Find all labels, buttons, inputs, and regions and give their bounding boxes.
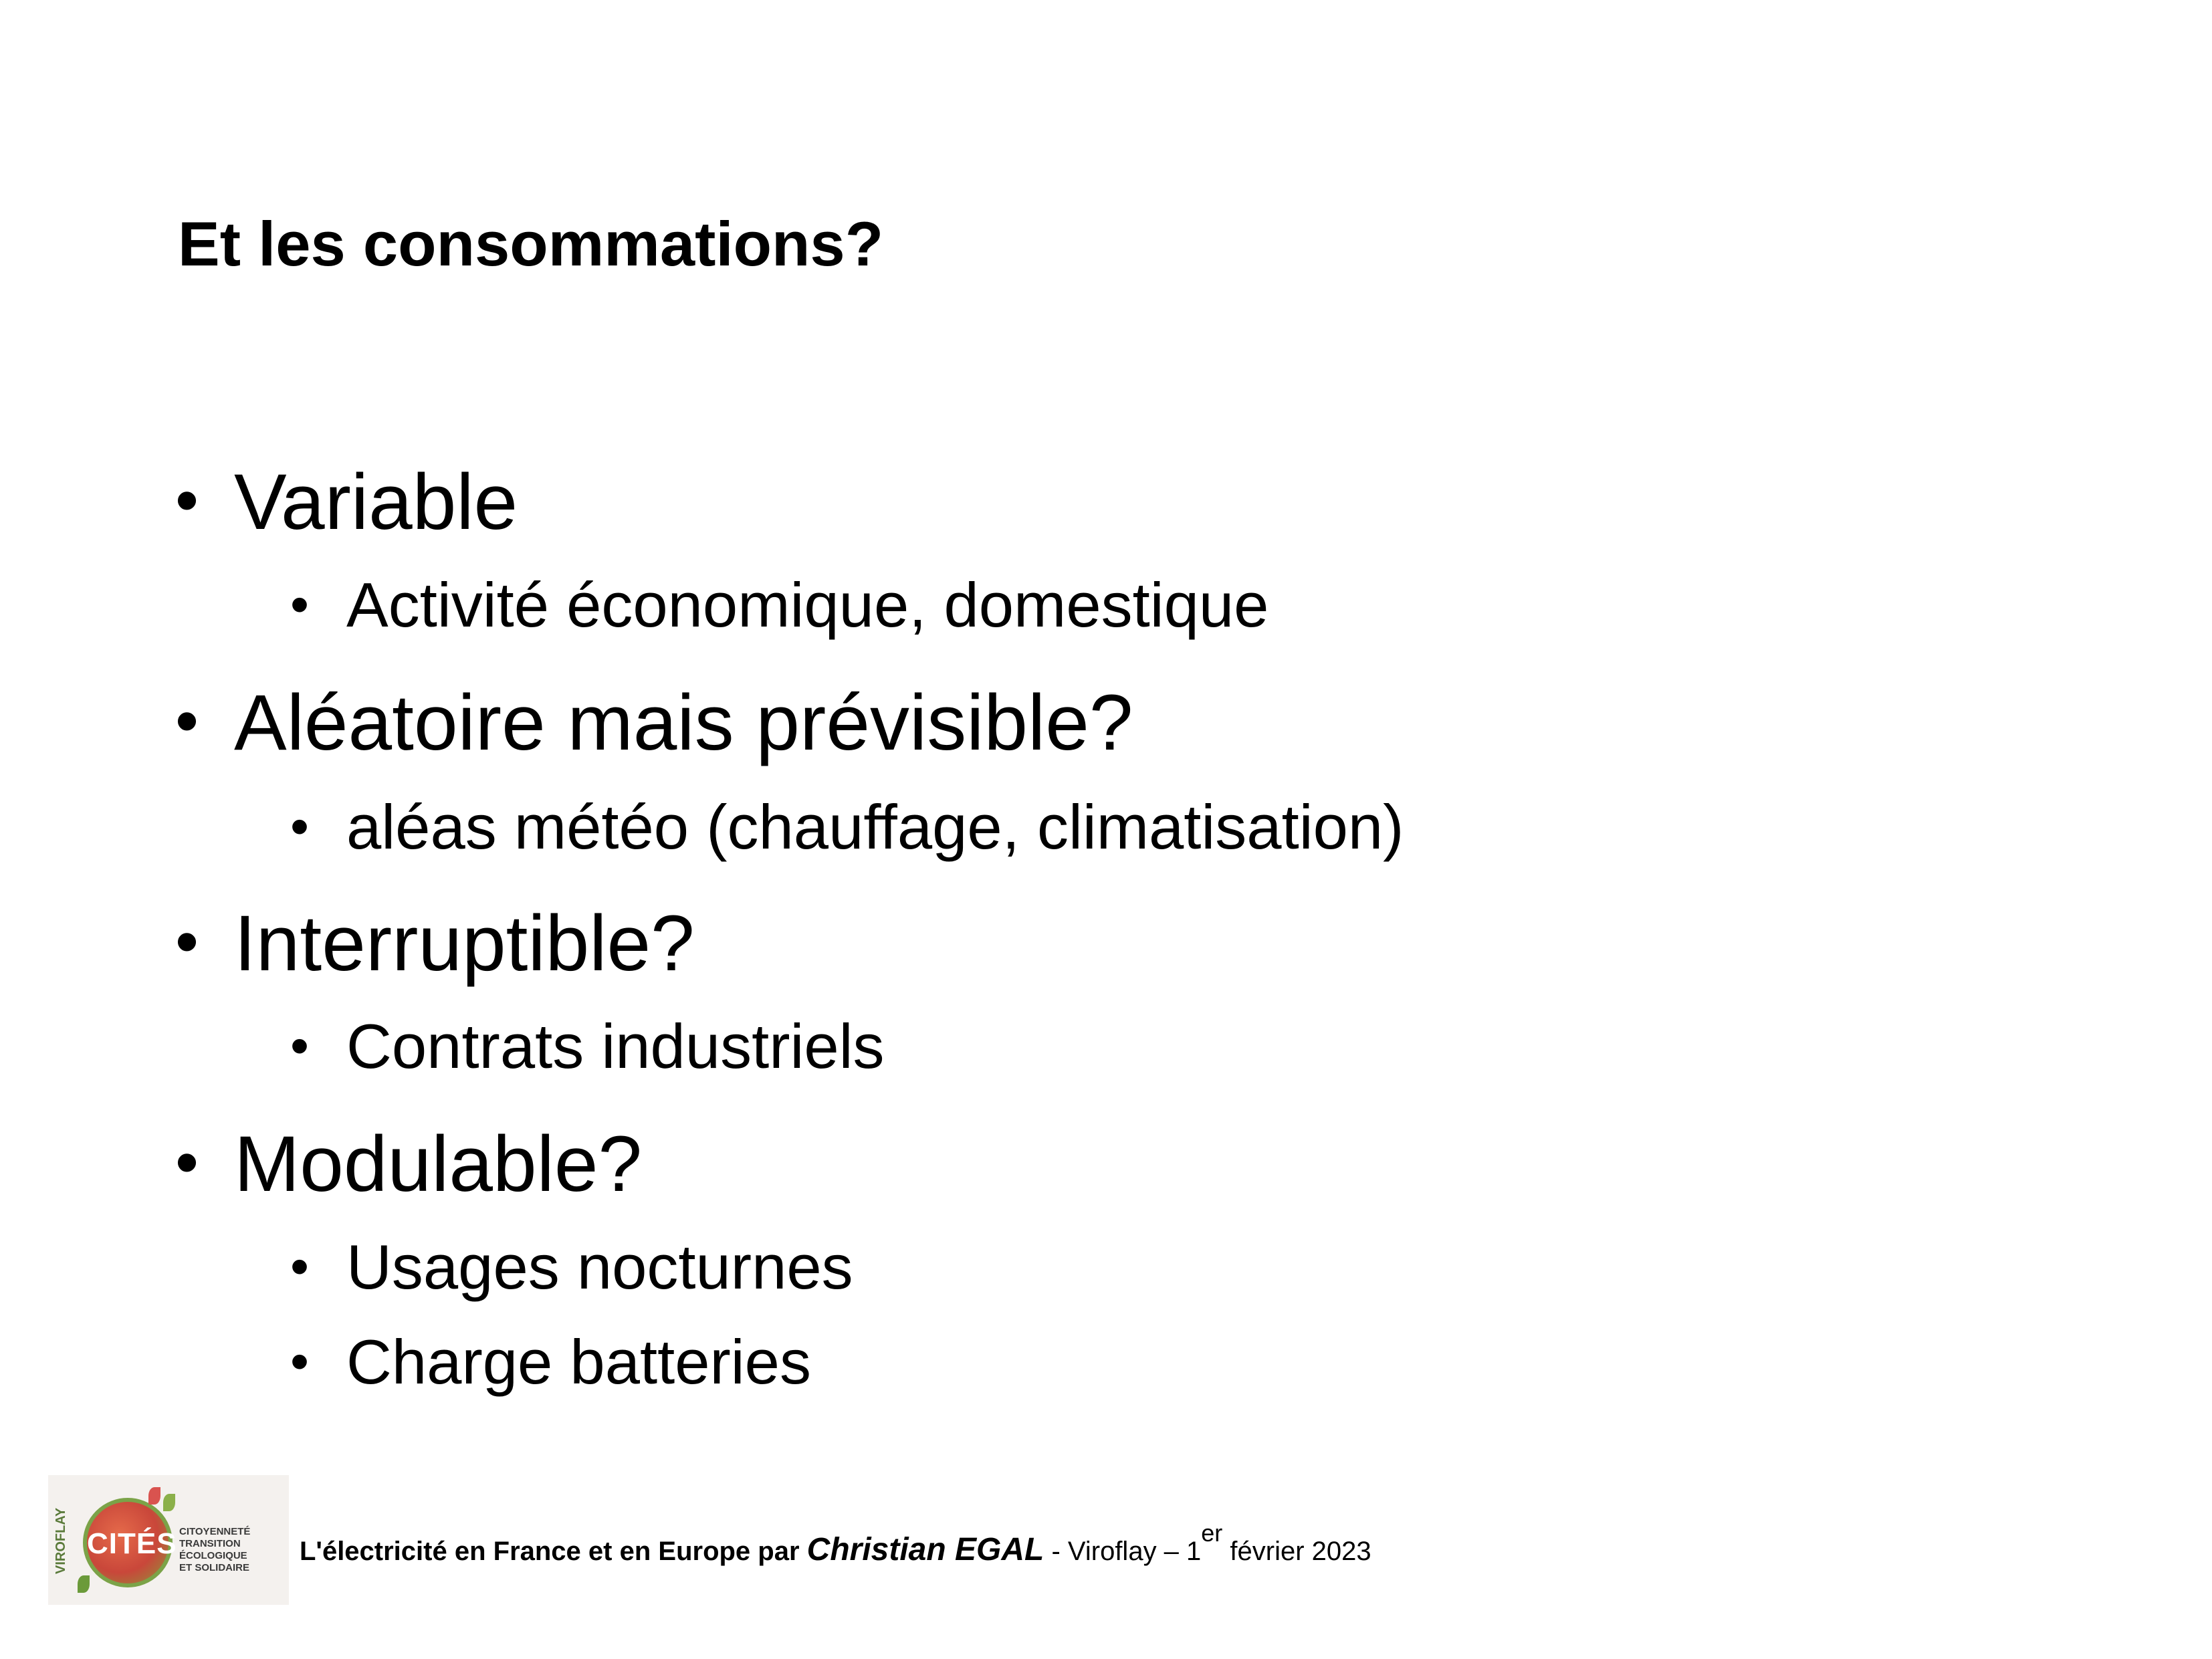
bullet-item: [175, 679, 1133, 767]
sub-bullet-item: [290, 1232, 853, 1302]
footer-caption: [300, 1519, 1371, 1567]
sub-bullet-text: Charge batteries: [346, 1327, 811, 1397]
bullet-text: Variable: [234, 458, 518, 546]
bullet-item: [175, 1120, 643, 1208]
sub-bullet-item: [290, 1327, 811, 1397]
footer-date: février 2023: [1222, 1537, 1371, 1566]
leaf-icon: [163, 1494, 175, 1511]
footer-main-text: L'électricité en France et en Europe par: [300, 1537, 807, 1566]
bullet-dot: •: [175, 904, 199, 979]
leaf-icon: [78, 1575, 90, 1593]
slide-footer: [0, 1471, 2212, 1618]
bullet-dot: •: [175, 683, 199, 758]
logo-side-text: VIROFLAY: [53, 1507, 68, 1574]
bullet-dot: •: [175, 463, 199, 538]
bullet-item: [175, 458, 518, 546]
bullet-dot: •: [290, 796, 310, 856]
bullet-item: [175, 899, 695, 988]
bullet-dot: •: [290, 1016, 310, 1075]
bullet-dot: •: [290, 574, 310, 634]
footer-author: Christian EGAL: [806, 1532, 1044, 1567]
sub-bullet-text: aléas météo (chauffage, climatisation): [346, 792, 1404, 862]
logo-circle: [83, 1498, 177, 1587]
sub-bullet-item: [290, 570, 1269, 640]
cites-logo: [48, 1475, 289, 1605]
footer-superscript: er: [1201, 1519, 1223, 1547]
bullet-dot: •: [290, 1331, 310, 1391]
leaf-icon: [148, 1487, 160, 1505]
bullet-dot: •: [175, 1125, 199, 1200]
sub-bullet-text: Usages nocturnes: [346, 1232, 853, 1302]
bullet-text: Aléatoire mais prévisible?: [234, 679, 1133, 767]
bullet-text: Interruptible?: [234, 899, 695, 988]
logo-tagline: CITOYENNETÉ TRANSITION ÉCOLOGIQUE ET SOLIDAIRE: [179, 1526, 251, 1573]
sub-bullet-item: [290, 1011, 885, 1081]
footer-place: - Viroflay – 1: [1044, 1537, 1202, 1566]
sub-bullet-text: Contrats industriels: [346, 1011, 885, 1081]
bullet-dot: •: [290, 1236, 310, 1296]
sub-bullet-text: Activité économique, domestique: [346, 570, 1269, 640]
slide-title: Et les consommations?: [178, 209, 884, 279]
logo-circle-text: CITÉS: [87, 1527, 177, 1560]
bullet-text: Modulable?: [234, 1120, 643, 1208]
sub-bullet-item: [290, 792, 1404, 862]
